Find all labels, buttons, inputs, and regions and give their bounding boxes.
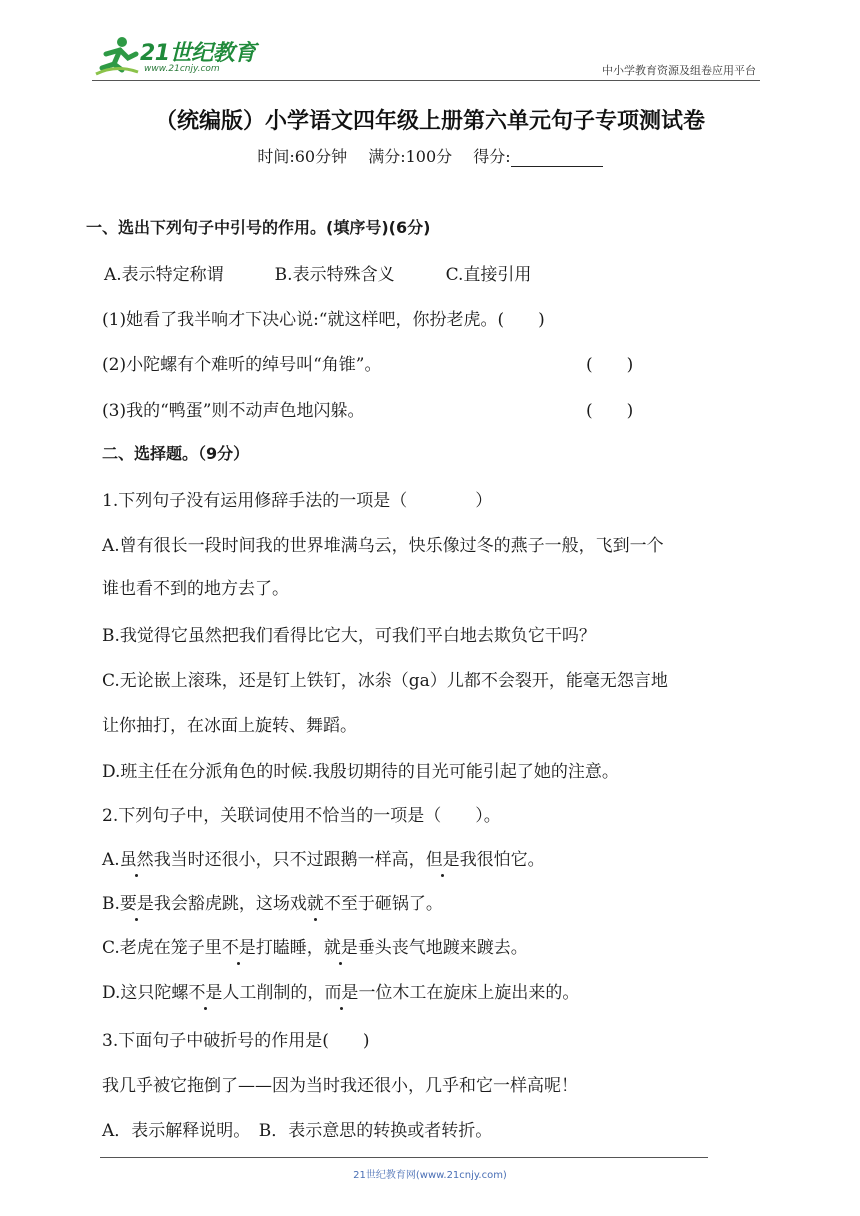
question-3-stem: 3.下面句子中破折号的作用是( ) (102, 1031, 370, 1051)
emphasized-conjunction: 但是 (426, 845, 460, 870)
question-2-option-c (102, 933, 528, 958)
emphasized-conjunction: 虽然 (120, 845, 154, 870)
question-1-option-a-line-1: A.曾有很长一段时间我的世界堆满乌云，快乐像过冬的燕子一般，飞到一个 (102, 536, 664, 556)
question-2-option-d (102, 978, 579, 1003)
section-1-question-3: (3)我的“鸭蛋”则不动声色地闪躲。 (102, 401, 365, 421)
section-1-answer-2: ( ) (586, 355, 634, 375)
sentence-text: 人工削制的， (222, 983, 325, 1003)
score-label: 得分: (473, 147, 511, 166)
option-letter: A. (102, 850, 120, 870)
header-divider (92, 80, 760, 81)
score-blank (511, 150, 603, 167)
page-title: （统编版）小学语文四年级上册第六单元句子专项测试卷 (154, 108, 705, 134)
score-field (473, 147, 602, 166)
question-1-option-d: D.班主任在分派角色的时候.我殷切期待的目光可能引起了她的注意。 (102, 762, 619, 782)
question-3-sentence: 我几乎被它拖倒了——因为当时我还很小，几乎和它一样高呢！ (102, 1076, 578, 1096)
site-logo (92, 34, 262, 80)
question-3-options: A．表示解释说明。 B．表示意思的转换或者转折。 (102, 1121, 493, 1141)
question-2-stem: 2.下列句子中，关联词使用不恰当的一项是（ ）。 (102, 806, 501, 826)
question-1-option-c-line-2: 让你抽打，在冰面上旋转、舞蹈。 (102, 716, 357, 736)
sentence-text: C.老虎在笼子里 (102, 938, 222, 958)
question-2-option-b (102, 889, 443, 914)
question-1-stem: 1.下列句子没有运用修辞手法的一项是（ ） (102, 491, 493, 511)
exam-meta (0, 144, 860, 167)
section-1-answer-3: ( ) (586, 401, 634, 421)
emphasized-conjunction: 就 (307, 889, 324, 914)
footer-link[interactable]: 21世纪教育网(www.21cnjy.com) (353, 1170, 507, 1181)
section-2-heading: 二、选择题。（9分） (102, 444, 250, 463)
time-label: 时间:60分钟 (257, 147, 348, 166)
sentence-text: D.这只陀螺 (102, 983, 189, 1003)
runner-icon (92, 34, 140, 78)
sentence-text: 垂头丧气地踱来踱去。 (357, 938, 528, 958)
question-1-option-b: B.我觉得它虽然把我们看得比它大，可我们平白地去欺负它干吗？ (102, 626, 596, 646)
sentence-text: 我很怕它。 (459, 850, 545, 870)
sentence-text: 不至于砸锅了。 (323, 894, 443, 914)
logo-url: www.21cnjy.com (144, 64, 220, 74)
option-letter: B. (102, 894, 120, 914)
question-1-option-c-line-1: C.无论嵌上滚珠，还是钉上铁钉，冰尜（ga）儿都不会裂开，能毫无怨言地 (102, 671, 668, 691)
full-score-label: 满分:100分 (368, 147, 453, 166)
section-1-question-1: (1)她看了我半响才下决心说:“就这样吧，你扮老虎。( ) (102, 310, 545, 330)
emphasized-conjunction: 不是 (222, 933, 256, 958)
emphasized-conjunction: 要是 (120, 889, 154, 914)
question-2-option-a (102, 845, 545, 870)
logo-text: 21世纪教育 (140, 41, 256, 66)
footer-divider (100, 1157, 708, 1158)
sentence-text: 我当时还很小，只不过跟鹅一样高， (153, 850, 426, 870)
sentence-text: 一位木工在旋床上旋出来的。 (358, 983, 580, 1003)
emphasized-conjunction: 不是 (188, 978, 222, 1003)
section-1-heading: 一、选出下列句子中引号的作用。(填序号)(6分) (86, 218, 431, 237)
emphasized-conjunction: 就是 (324, 933, 358, 958)
question-1-option-a-line-2: 谁也看不到的地方去了。 (102, 579, 289, 599)
header-slogan: 中小学教育资源及组卷应用平台 (602, 64, 756, 77)
section-1-options: A.表示特定称谓 B.表示特殊含义 C.直接引用 (104, 265, 532, 285)
sentence-text: 我会豁虎跳，这场戏 (153, 894, 307, 914)
section-1-question-2: (2)小陀螺有个难听的绰号叫“角锥”。 (102, 355, 382, 375)
sentence-text: 打瞌睡， (255, 938, 324, 958)
emphasized-conjunction: 而是 (324, 978, 358, 1003)
